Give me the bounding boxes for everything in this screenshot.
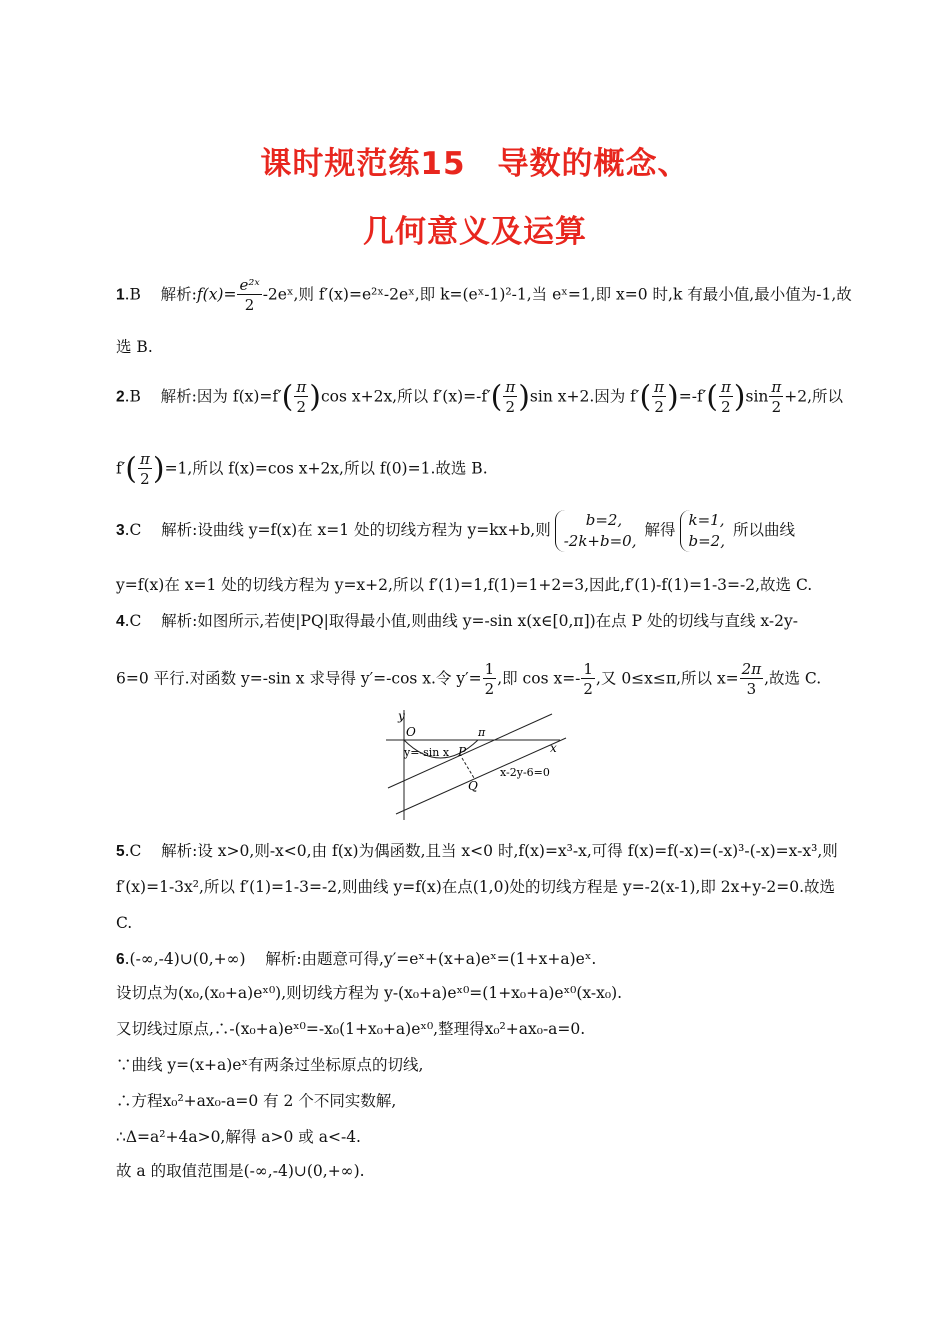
fraction	[483, 660, 497, 699]
fraction	[769, 378, 783, 417]
text: ,又 0≤x≤π,所以 x=	[595, 669, 739, 688]
answer-2	[116, 378, 844, 417]
numerator: π	[139, 450, 150, 468]
paren: )	[667, 379, 679, 415]
answer-6	[116, 948, 836, 971]
numerator: π	[720, 378, 731, 396]
answer-5	[116, 840, 836, 863]
denominator: 2	[721, 398, 731, 416]
text: -2eˣ,则 f′(x)=e²ˣ-2eˣ,即 k=(eˣ-1)²-1,当 eˣ=1,即 x=0 时,k 有最小值,最小值为-1,故	[262, 285, 852, 304]
answer-6-line2: 设切点为(x₀,(x₀+a)eˣ⁰),则切线方程为 y-(x₀+a)eˣ⁰=(1+x₀+a)eˣ⁰(x-x₀).	[116, 984, 623, 1002]
answer-1-cont: 选 B.	[116, 338, 153, 356]
answer-6-line7: 故 a 的取值范围是(-∞,-4)∪(0,+∞).	[116, 1162, 365, 1180]
denominator: 3	[746, 680, 757, 698]
equation-system	[680, 510, 729, 552]
fraction	[581, 660, 595, 699]
analysis-label: 解析:	[161, 612, 198, 630]
curve-label: y=-sin x	[404, 746, 450, 759]
denominator: 2	[140, 470, 150, 488]
numerator: e²ˣ	[239, 276, 260, 294]
paren: (	[281, 379, 294, 415]
analysis-label: 解析:	[160, 285, 197, 304]
analysis-label: 解析:	[161, 842, 198, 860]
answer-4-cont	[116, 660, 836, 699]
page-title: 课时规范练15 导数的概念、	[260, 146, 690, 182]
paren: (	[490, 379, 503, 415]
paren: )	[152, 451, 165, 487]
answer-6-line3: 又切线过原点,∴-(x₀+a)eˣ⁰=-x₀(1+x₀+a)eˣ⁰,整理得x₀²+ax₀-a=0.	[116, 1020, 586, 1038]
text: ,故选 C.	[764, 669, 822, 688]
equation: -2k+b=0,	[563, 532, 637, 550]
text: =-f′	[678, 387, 707, 406]
equation: b=2,	[688, 532, 725, 550]
text: 因为 f(x)=f′	[196, 387, 282, 406]
text: 解得	[644, 521, 676, 539]
answer-choice: .C	[124, 521, 142, 539]
point-p-label: P	[458, 745, 467, 759]
analysis-label: 解析:	[160, 387, 197, 406]
answer-6-line5: ∴方程x₀²+ax₀-a=0 有 2 个不同实数解,	[116, 1092, 397, 1110]
fraction	[740, 660, 763, 699]
denominator: 2	[484, 680, 495, 698]
analysis-label: 解析:	[161, 521, 198, 539]
answer-6-line4: ∵曲线 y=(x+a)eˣ有两条过坐标原点的切线,	[116, 1056, 424, 1074]
question-number: 1	[116, 286, 125, 304]
origin-label: O	[406, 725, 416, 739]
text: 如图所示,若使|PQ|取得最小值,则曲线 y=-sin x(x∈[0,π])在点 P 处的切线与直线 x-2y-	[197, 612, 798, 630]
x-axis-label: x	[550, 741, 557, 755]
figure-sine-tangent	[382, 706, 572, 822]
page-subtitle: 几何意义及运算	[363, 214, 587, 250]
paren: (	[706, 379, 718, 415]
text: 所以曲线	[732, 521, 795, 539]
answer-6-line6: ∴Δ=a²+4a>0,解得 a>0 或 a<-4.	[116, 1128, 361, 1146]
equation-system	[555, 510, 641, 552]
answer-choice: .B	[124, 285, 141, 304]
text: ,即 cos x=-	[497, 669, 581, 688]
text: 设曲线 y=f(x)在 x=1 处的切线方程为 y=kx+b,则	[197, 521, 551, 539]
numerator: 2π	[741, 660, 762, 678]
equation: k=1,	[688, 511, 725, 529]
paren: )	[733, 379, 746, 415]
question-number: 2	[116, 388, 125, 406]
answer-choice: .C	[124, 842, 142, 860]
answer-3	[116, 510, 836, 552]
y-axis-label: y	[398, 709, 405, 723]
text: 由题意可得,y′=eˣ+(x+a)eˣ=(1+x+a)eˣ.	[301, 950, 597, 968]
answer-2-cont	[116, 450, 836, 489]
fraction	[294, 378, 308, 417]
paren: (	[125, 451, 137, 487]
text: sin	[745, 387, 769, 406]
answer-choice: .B	[124, 387, 141, 406]
text: f′	[116, 459, 126, 478]
answer-5-cont: f′(x)=1-3x²,所以 f′(1)=1-3=-2,则曲线 y=f(x)在点(1,0)处的切线方程是 y=-2(x-1),即 2x+y-2=0.故选	[116, 878, 836, 896]
fraction	[138, 450, 152, 489]
answer-4	[116, 610, 836, 633]
numerator: 1	[583, 660, 593, 678]
denominator: 2	[583, 680, 593, 698]
fraction	[503, 378, 517, 417]
answer-3-cont: y=f(x)在 x=1 处的切线方程为 y=x+2,所以 f′(1)=1,f(1)=1+2=3,因此,f′(1)-f(1)=1-3=-2,故选 C.	[116, 576, 813, 594]
numerator: π	[654, 378, 665, 396]
paren: )	[309, 379, 321, 415]
line-label: x-2y-6=0	[500, 766, 550, 779]
fraction	[237, 276, 261, 315]
question-number: 6	[116, 951, 125, 968]
numerator: π	[771, 378, 782, 396]
question-number: 3	[116, 522, 125, 539]
answer-5-cont2: C.	[116, 914, 133, 932]
text: =1,所以 f(x)=cos x+2x,所以 f(0)=1.故选 B.	[164, 459, 488, 478]
answer-choice: .C	[124, 612, 142, 630]
answer-choice: .(-∞,-4)∪(0,+∞)	[124, 950, 246, 968]
numerator: 1	[484, 660, 495, 678]
fraction	[719, 378, 733, 417]
fraction	[652, 378, 666, 417]
text: f(x)=	[196, 285, 237, 304]
denominator: 2	[505, 398, 516, 416]
question-number: 5	[116, 843, 125, 860]
pi-label: π	[478, 726, 486, 739]
text: +2,所以	[784, 387, 844, 406]
denominator: 2	[244, 296, 255, 314]
analysis-label: 解析:	[265, 950, 302, 968]
text: sin x+2.因为 f′	[529, 387, 640, 406]
numerator: π	[296, 378, 307, 396]
text: 6=0 平行.对函数 y=-sin x 求导得 y′=-cos x.令 y′=	[116, 669, 482, 688]
equation: b=2,	[585, 511, 623, 529]
segment-pq	[462, 758, 474, 778]
question-number: 4	[116, 613, 125, 630]
paren: (	[639, 379, 652, 415]
point-q-label: Q	[468, 779, 478, 793]
answer-1	[116, 276, 852, 315]
text: 设 x>0,则-x<0,由 f(x)为偶函数,且当 x<0 时,f(x)=x³-x,可得 f(x)=f(-x)=(-x)³-(-x)=x-x³,则	[197, 842, 838, 860]
denominator: 2	[654, 398, 664, 416]
denominator: 2	[771, 398, 782, 416]
numerator: π	[505, 378, 516, 396]
denominator: 2	[296, 398, 307, 416]
paren: )	[518, 379, 530, 415]
text: cos x+2x,所以 f′(x)=-f′	[320, 387, 491, 406]
